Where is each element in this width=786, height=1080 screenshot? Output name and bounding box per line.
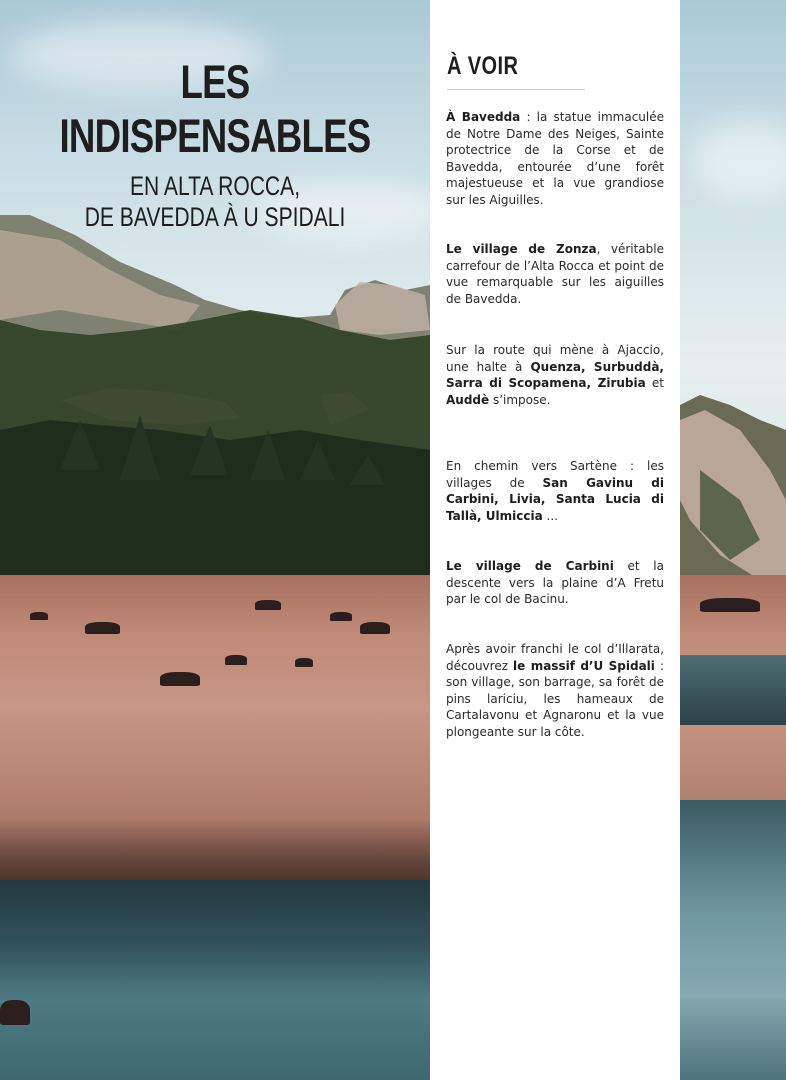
lake-water-right [680, 800, 786, 1080]
paragraph-carbini [446, 558, 664, 608]
tree-stump [700, 598, 760, 612]
bold-text: Le village de Carbini [446, 559, 614, 573]
tree-stump [330, 612, 352, 621]
tree-stump [360, 622, 390, 634]
bold-text: Le village de Zonza [446, 242, 597, 256]
title-block [0, 55, 430, 233]
body-text: : la statue immaculée de Notre Dame des Neiges, Sainte protectrice de la Corse et de Bavedda, entourée d’une forêt majestueuse et la vue grandiose sur les Aiguilles. [446, 110, 664, 207]
body-text: et [645, 376, 664, 391]
page-subtitle-line-1: EN ALTA ROCCA, [129, 171, 301, 201]
lake-water-right-upper [680, 655, 786, 725]
bold-text: Auddè [446, 392, 490, 407]
body-text: s’impose. [489, 392, 551, 407]
body-text: Sur la route qui mène à Ajaccio, une halte à [446, 343, 664, 374]
tree-stump [0, 1000, 30, 1025]
paragraph-u-spidali [446, 641, 664, 741]
paragraph-ajaccio-route [446, 342, 664, 408]
paragraph-bavedda [446, 109, 664, 209]
bold-text: À Bavedda [446, 110, 521, 124]
paragraph-zonza [446, 241, 664, 307]
bold-text: le massif d’U Spidali [513, 658, 655, 673]
page-subtitle-line-2: DE BAVEDDA À U SPIDALI [84, 202, 346, 232]
body-text: Après avoir franchi le col d’Illarata, découvrez [446, 642, 664, 673]
paragraph-sartene-route [446, 458, 664, 524]
body-text: et la descente vers la plaine d’A Fretu par le col de Bacinu. [446, 559, 664, 607]
page-title-line-1: LES [180, 55, 250, 108]
tree-stump [85, 622, 120, 634]
tree-stump [160, 672, 200, 686]
tree-stump [225, 655, 247, 665]
body-text: ... [542, 508, 558, 523]
body-text: : son village, son barrage, sa forêt de pins lariciu, les hameaux de Cartalavonu et Agnaronu et la vue plongeante sur la côte. [446, 658, 664, 739]
bold-text: Quenza, Surbuddà, Sarra di Scopamena, Zirubia [446, 359, 664, 391]
panel-heading: À VOIR [447, 52, 519, 80]
body-text: , véritable carrefour de l’Alta Rocca et point de vue remarquable sur les aiguilles de Bavedda. [446, 242, 664, 306]
bold-text: San Gavinu di Carbini, Livia, Santa Lucia di Tallà, Ulmiccia [446, 475, 664, 523]
body-text: En chemin vers Sartène : les villages de [446, 459, 664, 490]
heading-divider [447, 89, 585, 90]
tree-stump [30, 612, 48, 620]
tree-stump [295, 658, 313, 667]
page-title-line-2: INDISPENSABLES [59, 109, 371, 162]
tree-stump [255, 600, 281, 610]
text-panel [430, 0, 680, 1080]
